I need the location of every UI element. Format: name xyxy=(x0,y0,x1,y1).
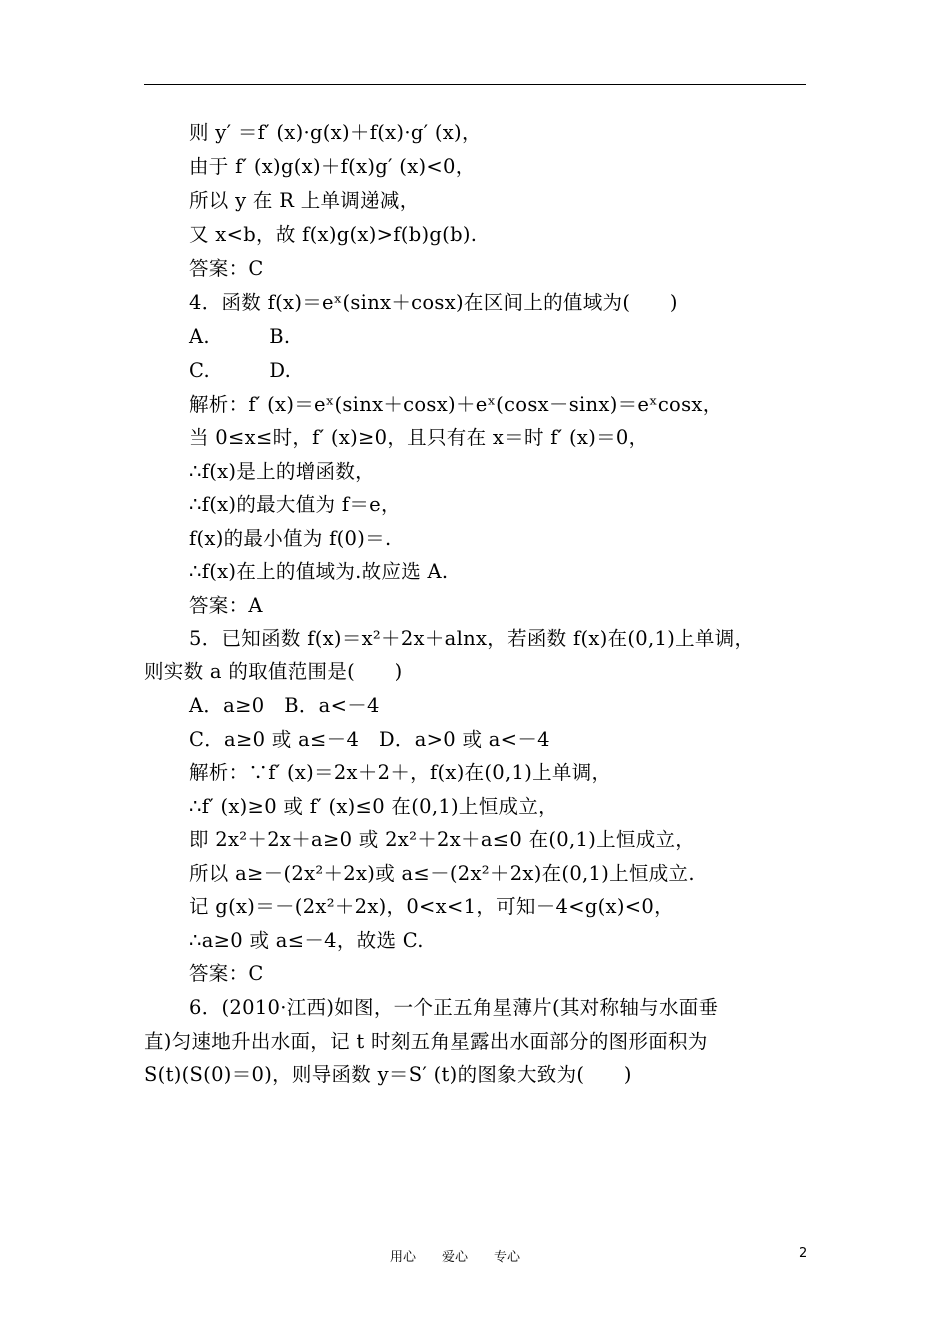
header-rule xyxy=(144,84,806,85)
solution-5-line-5: 记 g(x)＝－(2x²＋2x)，0<x<1，可知－4<g(x)<0， xyxy=(189,895,674,918)
solution-4-line-6: ∴f(x)在上的值域为.故应选 A. xyxy=(189,560,449,583)
solution-5-line-3: 即 2x²＋2x＋a≥0 或 2x²＋2x＋a≤0 在(0,1)上恒成立， xyxy=(189,828,696,851)
answer-5: 答案：C xyxy=(189,962,264,985)
question-4: 4．函数 f(x)＝eˣ(sinx＋cosx)在区间上的值域为( ) xyxy=(189,291,678,314)
text-line-3: 所以 y 在 R 上单调递减， xyxy=(189,189,420,212)
question-6-line-3: S(t)(S(0)＝0)，则导函数 y＝S′ (t)的图象大致为( ) xyxy=(144,1063,632,1086)
solution-5-line-1: 解析：∵f′ (x)＝2x＋2＋，f(x)在(0,1)上单调， xyxy=(189,761,612,784)
question-5-line-1: 5．已知函数 f(x)＝x²＋2x＋alnx，若函数 f(x)在(0,1)上单调， xyxy=(189,627,755,650)
question-6-line-2: 直)匀速地升出水面，记 t 时刻五角星露出水面部分的图形面积为 xyxy=(144,1030,708,1053)
options-4-ab: A. B. xyxy=(189,325,291,348)
answer-3: 答案：C xyxy=(189,257,264,280)
answer-4: 答案：A xyxy=(189,594,263,617)
solution-4-line-3: ∴f(x)是上的增函数， xyxy=(189,460,375,483)
question-6-line-1: 6．(2010·江西)如图，一个正五角星薄片(其对称轴与水面垂 xyxy=(189,996,719,1019)
text-line-1: 则 y′ ＝f′ (x)·g(x)＋f(x)·g′ (x)， xyxy=(189,121,482,144)
solution-5-line-2: ∴f′ (x)≥0 或 f′ (x)≤0 在(0,1)上恒成立， xyxy=(189,795,558,818)
solution-4-line-4: ∴f(x)的最大值为 f＝e， xyxy=(189,493,401,516)
options-5-cd: C．a≥0 或 a≤－4 D．a>0 或 a<－4 xyxy=(189,728,550,751)
solution-5-line-6: ∴a≥0 或 a≤－4，故选 C. xyxy=(189,929,424,952)
question-5-line-2: 则实数 a 的取值范围是( ) xyxy=(144,660,403,683)
solution-4-line-1: 解析：f′ (x)＝eˣ(sinx＋cosx)＋eˣ(cosx－sinx)＝eˣcosx， xyxy=(189,393,723,416)
options-4-cd: C. D. xyxy=(189,359,292,382)
page-number: 2 xyxy=(799,1246,808,1261)
solution-4-line-2: 当 0≤x≤时，f′ (x)≥0，且只有在 x＝时 f′ (x)＝0， xyxy=(189,426,649,449)
footer-slogan: 用心 爱心 专心 xyxy=(390,1250,521,1265)
text-line-2: 由于 f′ (x)g(x)＋f(x)g′ (x)<0， xyxy=(189,155,476,178)
text-line-4: 又 x<b，故 f(x)g(x)>f(b)g(b). xyxy=(189,223,478,246)
solution-4-line-5: f(x)的最小值为 f(0)＝. xyxy=(189,527,392,550)
solution-5-line-4: 所以 a≥－(2x²＋2x)或 a≤－(2x²＋2x)在(0,1)上恒成立. xyxy=(189,862,695,885)
options-5-ab: A．a≥0 B．a<－4 xyxy=(189,694,380,717)
